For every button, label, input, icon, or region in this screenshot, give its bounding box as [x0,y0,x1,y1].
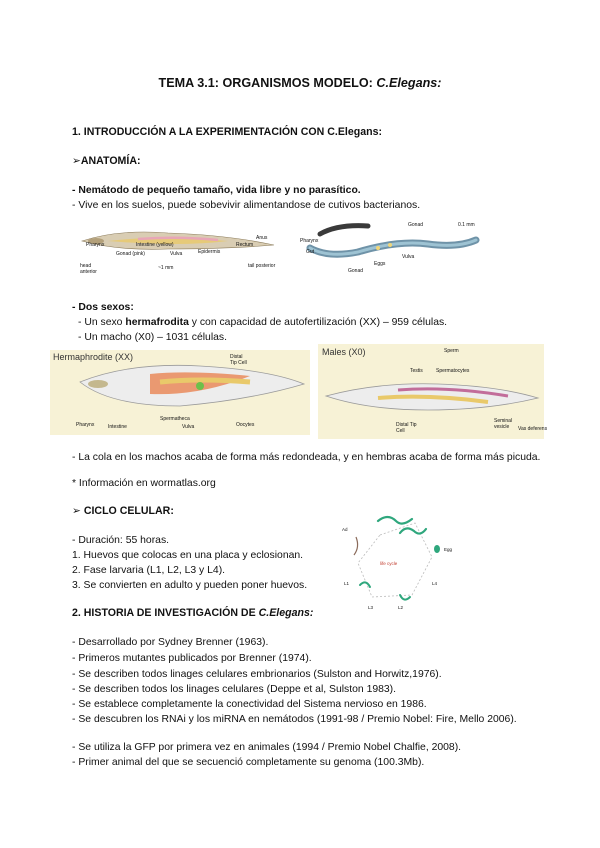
fig1-scale-label: ~1 mm [158,265,174,271]
history-item-1: - Primeros mutantes publicados por Brenner (1974). [72,653,312,664]
cycle-egg [434,545,440,553]
worm-egg-2 [388,243,392,247]
hermaphrodite-diagram [50,350,310,435]
male-fig-title: Males (X0) [322,347,366,357]
fig1-epidermis-label: Epidermis [198,249,221,255]
fig1-tail-label: tail posterior [248,263,276,269]
herm-spermatheca-label: Spermatheca [160,416,190,422]
cycle-item-0: - Duración: 55 horas. [72,535,170,546]
male-spermatocytes-label: Spermatocytes [436,368,470,374]
worm-egg-1 [376,246,380,250]
herm-fig-title: Hermaphrodite (XX) [53,352,134,362]
sexes-heading: - Dos sexos: [72,302,134,313]
fig2-gonad-bottom-label: Gonad [348,268,364,274]
history-item-0: - Desarrollado por Sydney Brenner (1963). [72,637,269,648]
cycle-l3-label: L3 [368,605,374,610]
fig2-gonad-top-label: Gonad [408,222,424,228]
anatomy-bullet-1: - Nemátodo de pequeño tamaño, vida libre y no parasítico. [72,185,361,196]
life-cycle-diagram [340,507,460,613]
male-distal-label: Distal Tip Cell [396,422,417,434]
fig1-vulva-label: Vulva [170,251,183,257]
cycle-item-1: 1. Huevos que colocas en una placa y eclosionan. [72,550,304,561]
anatomy-diagram [78,219,286,281]
page-title: TEMA 3.1: ORGANISMOS MODELO: C.Elegans: [158,76,442,90]
cycle-l4-label: L4 [432,581,438,586]
history-item-7: - Primer animal del que se secuenció completamente su genoma (100.3Mb). [72,757,425,768]
herm-vulva-shape [196,382,204,390]
anatomy-heading: ➢ANATOMÍA: [72,155,141,167]
history-item-4: - Se establece completamente la conectividad del Sistema nervioso en 1986. [72,699,427,710]
fig1-rectum-label: Rectum [236,242,254,248]
herm-oocytes-label: Oocytes [236,422,255,428]
cycle-item-3: 3. Se convierten en adulto y pueden poner huevos. [72,580,308,591]
worm-body-blue [310,240,476,254]
anatomy-bullet-2: - Vive en los suelos, puede sobevivir alimentandose de cutivos bacterianos. [72,200,421,211]
section1-heading: 1. INTRODUCCIÓN A LA EXPERIMENTACIÓN CON C.Elegans: [72,126,382,138]
history-item-3: - Se describen todos los linages celulares (Deppe et al, Sulston 1983). [72,684,397,695]
info-note: * Información en wormatlas.org [72,478,216,489]
male-vas-label: Vas deferens [518,426,548,432]
cycle-adult-label: Ad [342,527,348,532]
herm-vulva-label: Vulva [182,424,195,430]
male-seminal-label: Seminal vesicle [494,418,513,430]
fig2-pharynx-label: Pharynx [300,238,319,244]
worm-dark-segment [320,226,368,234]
fig1-anus-label: Anus [256,235,268,241]
fig2-eggs-label: Eggs [374,261,386,267]
male-line: - Un macho (X0) – 1031 células. [78,332,228,343]
male-sperm-label: Sperm [444,348,459,354]
worm-micrograph [298,218,498,278]
herm-pharynx-label: Pharynx [76,422,95,428]
cycle-worm-adult [378,517,412,524]
history-item-2: - Se describen todos linages celulares embrionarios (Sulston and Horwitz,1976). [72,669,442,680]
cycle-worm-dauer [354,537,358,555]
cycle-egg-label: Egg [444,547,453,552]
cycle-worm-l4 [400,528,426,533]
herm-distal-label: Distal Tip Cell [230,354,247,366]
hermaphrodite-line: - Un sexo hermafrodita y con capacidad de autofertilización (XX) – 959 células. [78,317,448,328]
herm-intestine-label: Intestine [108,424,127,430]
fig1-pharynx-label: Pharynx [86,242,105,248]
fig2-vulva-label: Vulva [402,254,415,260]
fig1-head-label: head anterior [80,263,97,275]
herm-intestine-shape [160,380,250,382]
cycle-l2-label: L2 [398,605,404,610]
history-item-5: - Se descubren los RNAi y los miRNA en nemátodos (1991-98 / Premio Nobel: Fire, Mello 2006). [72,714,517,725]
male-testis-label: Testis [410,368,423,374]
cycle-item-2: 2. Fase larvaria (L1, L2, L3 y L4). [72,565,226,576]
history-item-6: - Se utiliza la GFP por primera vez en animales (1994 / Premio Nobel Chalfie, 2008). [72,742,462,753]
tail-note: - La cola en los machos acaba de forma más redondeada, y en hembras acaba de forma más picuda. [72,452,541,463]
cycle-center-label: life cycle [380,561,398,566]
section2-heading: 2. HISTORIA DE INVESTIGACIÓN DE C.Elegans: [72,607,314,619]
fig2-scale-label: 0.1 mm [458,222,475,228]
fig2-gut-label: Gut [306,249,315,255]
cycle-worm-l1 [360,582,370,587]
cycle-l1-label: L1 [344,581,350,586]
cycle-heading: ➢ CICLO CELULAR: [72,505,174,517]
fig1-gonad-label: Gonad (pink) [116,251,145,257]
male-diagram [318,344,548,439]
herm-pharynx-shape [88,380,108,388]
fig1-intestine-label: Intestine (yellow) [136,242,174,248]
